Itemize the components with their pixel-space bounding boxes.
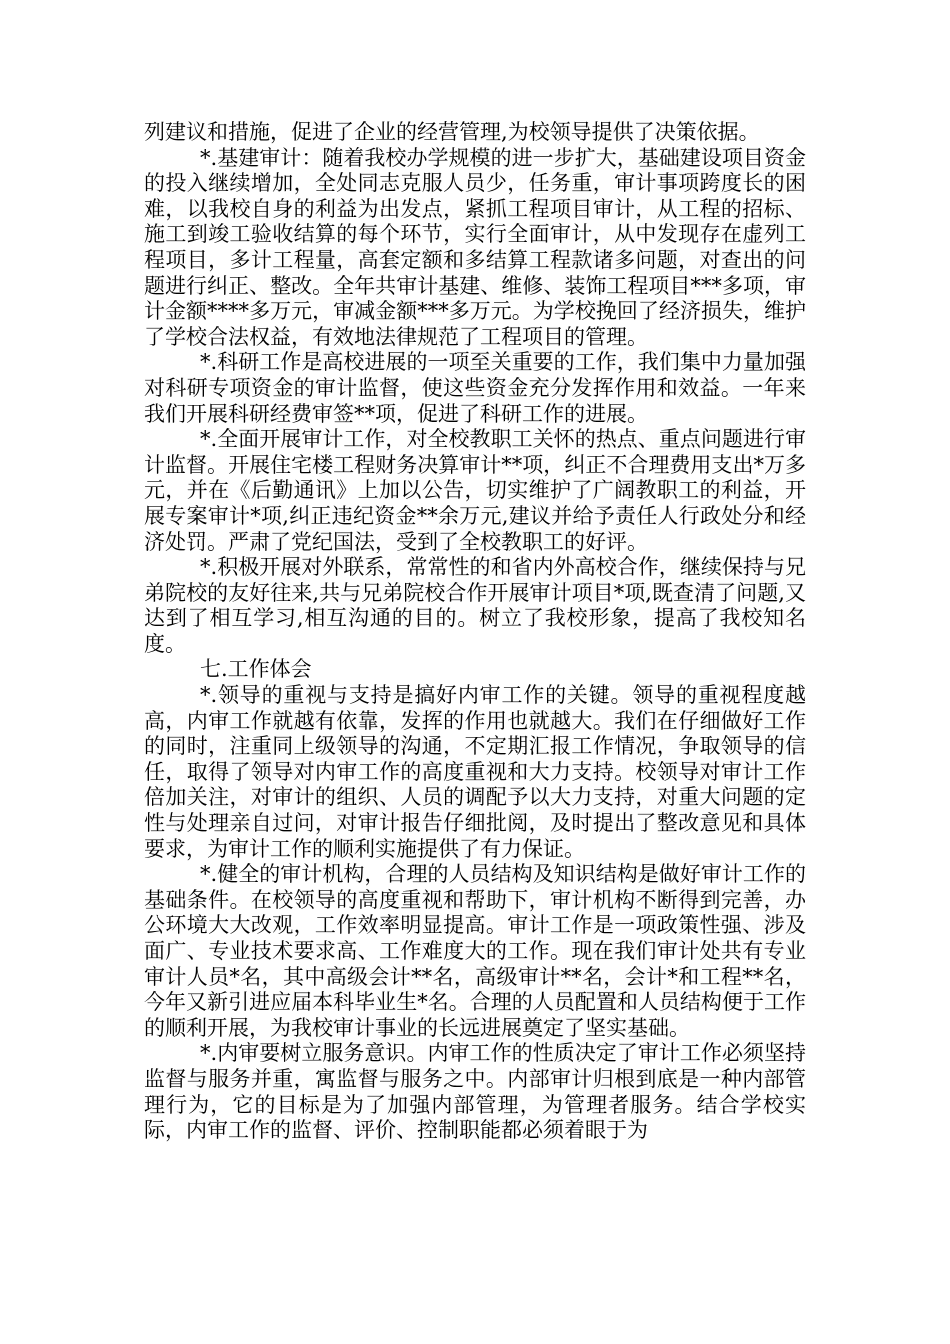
paragraph-leadership-support: *.领导的重视与支持是搞好内审工作的关键。领导的重视程度越高，内审工作就越有依靠，发挥的作用也就越大。我们在仔细做好工作的同时，注重同上级领导的沟通，不定期汇报工作情况，争取领导的信任，取得了领导对内审工作的高度重视和大力支持。校领导对审计工作倍加关注，对审计的组织、人员的调配予以大力支持，对重大问题的定性与处理亲自过问，对审计报告仔细批阅，及时提出了整改意见和具体要求，为审计工作的顺利实施提供了有力保证。: [144, 683, 806, 861]
paragraph-comprehensive-audit: *.全面开展审计工作，对全校教职工关怀的热点、重点问题进行审计监督。开展住宅楼工程财务决算审计**项，纠正不合理费用支出*万多元，并在《后勤通讯》上加以公告，切实维护了广阔教职工的利益，开展专案审计*项,纠正违纪资金**余万元,建议并给予责任人行政处分和经济处罚。严肃了党纪国法，受到了全校教职工的好评。: [144, 427, 806, 554]
paragraph-external-cooperation: *.积极开展对外联系，常常性的和省内外高校合作，继续保持与兄弟院校的友好往来,共与兄弟院校合作开展审计项目*项,既查清了问题,又达到了相互学习,相互沟通的目的。树立了我校形象，提高了我校知名度。: [144, 555, 806, 656]
paragraph-service-awareness: *.内审要树立服务意识。内审工作的性质决定了审计工作必须坚持监督与服务并重，寓监督与服务之中。内部审计归根到底是一种内部管理行为，它的目标是为了加强内部管理，为管理者服务。结合学校实际，内审工作的监督、评价、控制职能都必须着眼于为: [144, 1041, 806, 1143]
paragraph-research-audit: *.科研工作是高校进展的一项至关重要的工作，我们集中力量加强对科研专项资金的审计监督，使这些资金充分发挥作用和效益。一年来我们开展科研经费审签**项，促进了科研工作的进展。: [144, 350, 806, 426]
paragraph-continuation: 列建议和措施，促进了企业的经营管理,为校领导提供了决策依据。: [144, 120, 760, 144]
section-heading: 七.工作体会: [200, 657, 312, 682]
paragraph-infrastructure-audit: *.基建审计：随着我校办学规模的进一步扩大，基础建设项目资金的投入继续增加，全处同志克服人员少，任务重，审计事项跨度长的困难，以我校自身的利益为出发点，紧抓工程项目审计，从工程的招标、施工到竣工验收结算的每个环节，实行全面审计，从中发现存在虚列工程项目，多计工程量，高套定额和多结算工程款诸多问题，对查出的问题进行纠正、整改。全年共审计基建、维修、装饰工程项目***多项，审计金额****多万元，审减金额***多万元。为学校挽回了经济损失，维护了学校合法权益，有效地法律规范了工程项目的管理。: [144, 145, 806, 349]
document-body: [144, 120, 806, 1144]
paragraph-audit-organization: *.健全的审计机构，合理的人员结构及知识结构是做好审计工作的基础条件。在校领导的高度重视和帮助下，审计机构不断得到完善，办公环境大大改观，工作效率明显提高。审计工作是一项政策性强、涉及面广、专业技术要求高、工作难度大的工作。现在我们审计处共有专业审计人员*名，其中高级会计**名，高级审计**名，会计*和工程**名，今年又新引进应届本科毕业生*名。合理的人员配置和人员结构便于工作的顺利开展，为我校审计事业的长远进展奠定了坚实基础。: [144, 862, 806, 1040]
